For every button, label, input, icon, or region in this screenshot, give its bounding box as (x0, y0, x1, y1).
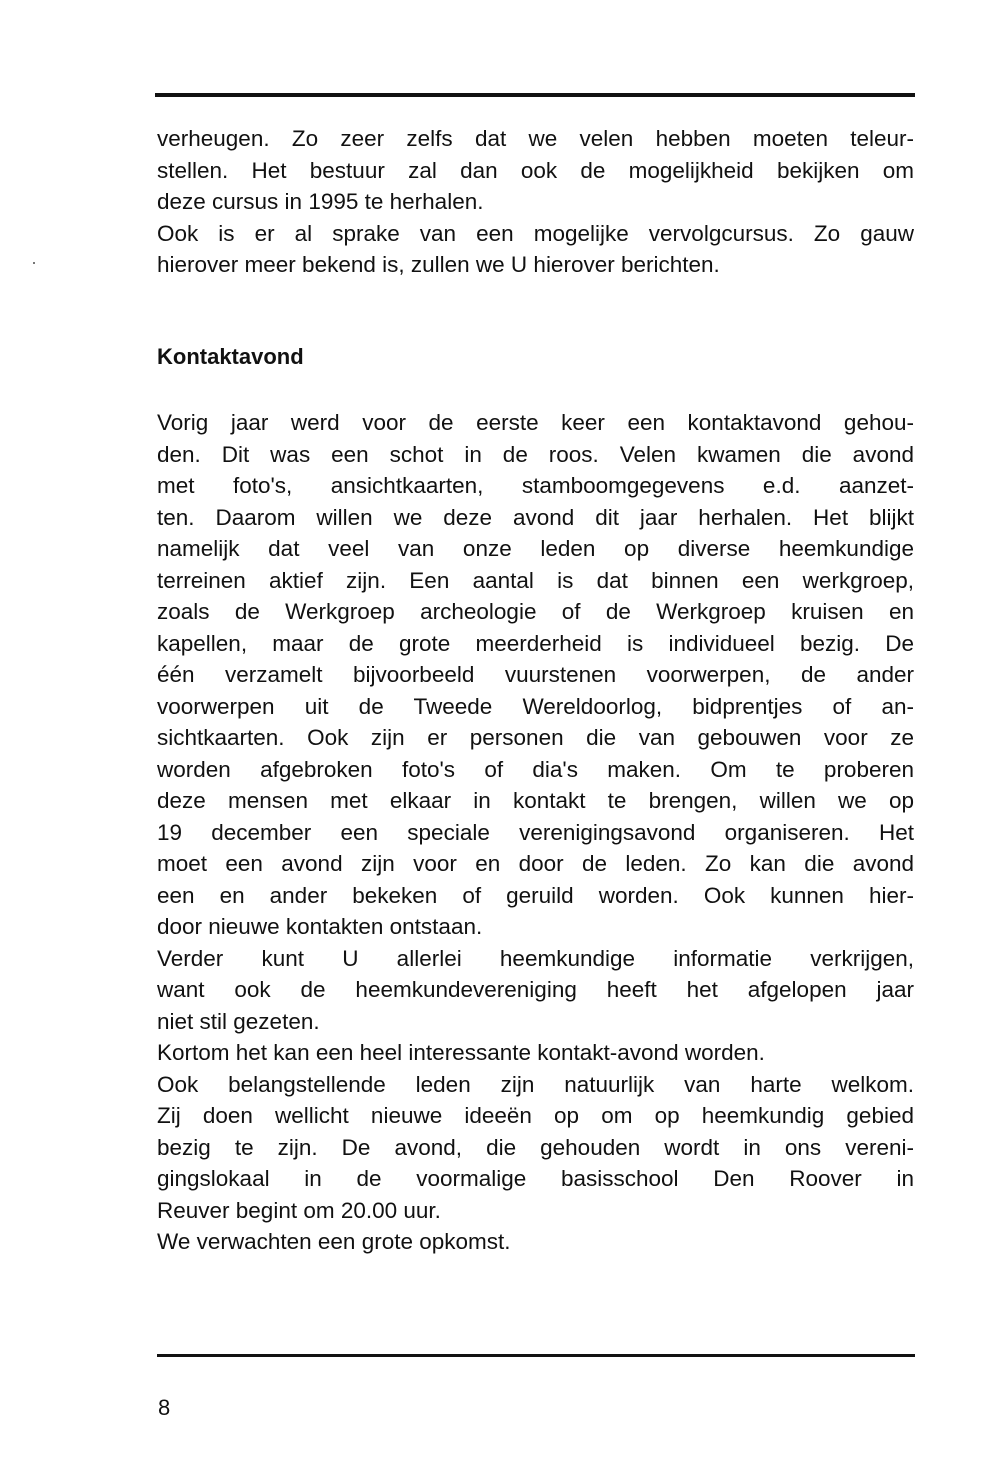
page-number: 8 (158, 1395, 171, 1420)
text-line: door nieuwe kontakten ontstaan. (157, 914, 483, 939)
text-line: 19 december een speciale verenigingsavond organiseren. Het (157, 819, 914, 845)
text-line: Verder kunt U allerlei heemkundige informatie verkrijgen, (157, 945, 914, 971)
text-line: deze mensen met elkaar in kontakt te brengen, willen we op (157, 788, 914, 813)
text-line: verheugen. Zo zeer zelfs dat we velen hebben moeten teleur- (157, 126, 914, 151)
text-line: zoals de Werkgroep archeologie of de Werkgroep kruisen en (157, 599, 914, 624)
text-line: Zij doen wellicht nieuwe ideeën op om op heemkundig gebied (157, 1103, 914, 1128)
text-line: stellen. Het bestuur zal dan ook de mogelijkheid bekijken om (157, 157, 914, 183)
text-line: Vorig jaar werd voor de eerste keer een kontaktavond gehou- (157, 410, 914, 435)
text-line: niet stil gezeten. (157, 1008, 320, 1034)
text-line: Reuver begint om 20.00 uur. (157, 1197, 441, 1223)
text-line: kapellen, maar de grote meerderheid is individueel bezig. De (157, 630, 914, 656)
text-line: want ook de heemkundevereniging heeft het afgelopen jaar (157, 977, 914, 1002)
text-line: met foto's, ansichtkaarten, stamboomgegevens e.d. aanzet- (157, 473, 914, 498)
intro-paragraph (157, 123, 914, 281)
text-line: Ook is er al sprake van een mogelijke vervolgcursus. Zo gauw (157, 220, 914, 246)
top-rule (155, 93, 915, 97)
text-line: één verzamelt bijvoorbeeld vuurstenen voorwerpen, de ander (157, 662, 914, 687)
text-line: ten. Daarom willen we deze avond dit jaar herhalen. Het blijkt (157, 504, 914, 530)
text-line: een en ander bekeken of geruild worden. Ook kunnen hier- (157, 882, 914, 908)
text-line: bezig te zijn. De avond, die gehouden wordt in ons vereni- (157, 1134, 914, 1160)
text-line: terreinen aktief zijn. Een aantal is dat binnen een werkgroep, (157, 567, 914, 593)
text-line: moet een avond zijn voor en door de leden. Zo kan die avond (157, 851, 914, 876)
text-line: worden afgebroken foto's of dia's maken. Om te proberen (157, 756, 914, 782)
text-line: voorwerpen uit de Tweede Wereldoorlog, bidprentjes of an- (157, 693, 914, 719)
text-line: namelijk dat veel van onze leden op diverse heemkundige (157, 536, 914, 561)
text-line: den. Dit was een schot in de roos. Velen kwamen die avond (157, 441, 914, 467)
section-body (157, 407, 914, 1258)
text-line: We verwachten een grote opkomst. (157, 1229, 511, 1254)
text-line: deze cursus in 1995 te herhalen. (157, 189, 484, 214)
text-line: hierover meer bekend is, zullen we U hierover berichten. (157, 252, 720, 277)
bottom-rule (157, 1354, 915, 1357)
section-heading: Kontaktavond (157, 344, 304, 369)
text-line: Kortom het kan een heel interessante kontakt-avond worden. (157, 1040, 765, 1065)
text-line: Ook belangstellende leden zijn natuurlijk van harte welkom. (157, 1071, 914, 1097)
text-line: sichtkaarten. Ook zijn er personen die van gebouwen voor ze (157, 725, 914, 750)
scan-speck (33, 262, 35, 264)
text-line: gingslokaal in de voormalige basisschool Den Roover in (157, 1166, 914, 1191)
